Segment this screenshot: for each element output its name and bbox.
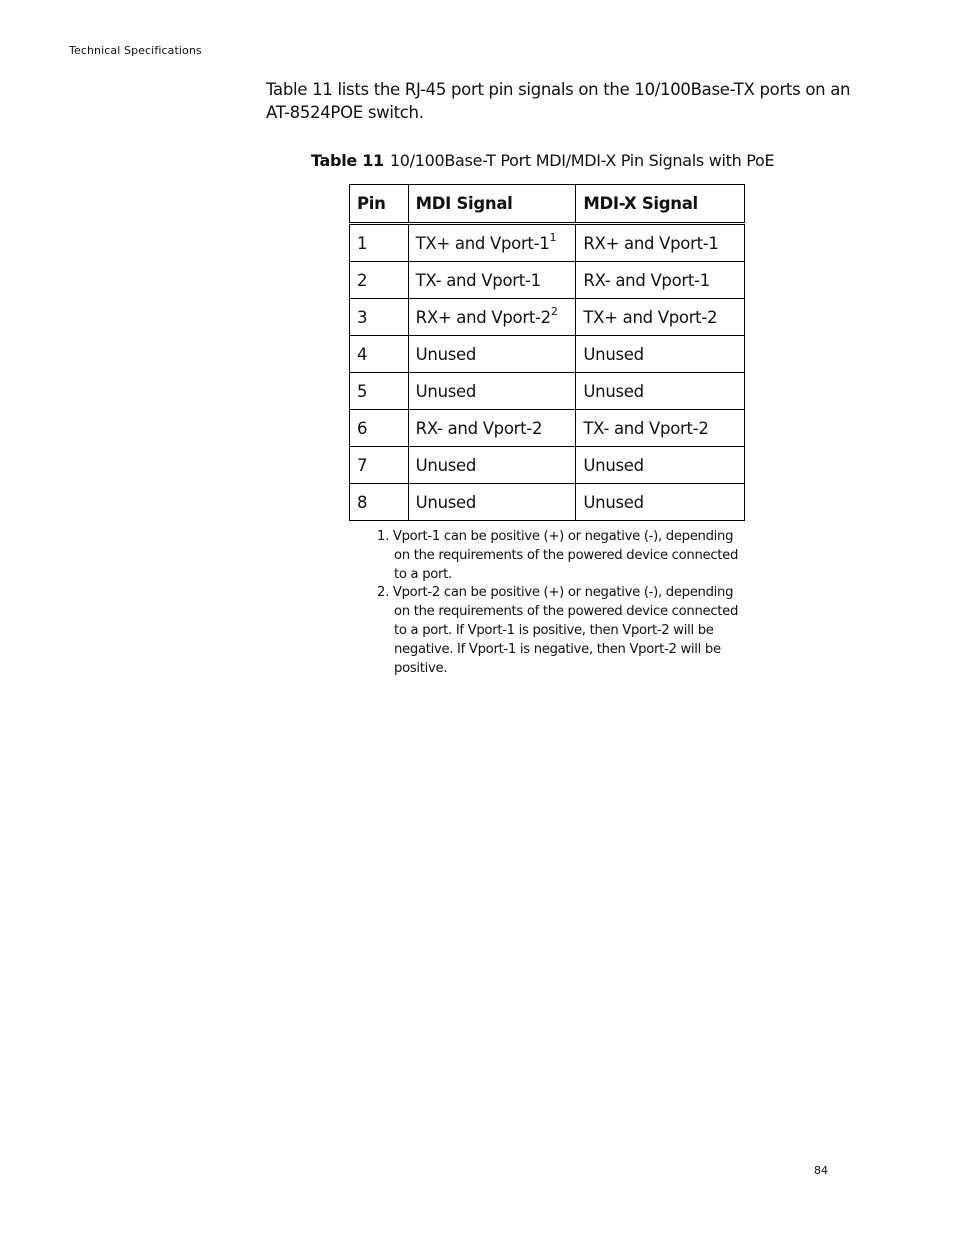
table-row — [350, 336, 745, 373]
page-number: 84 — [814, 1164, 828, 1177]
pin-cell: 3 — [350, 299, 409, 336]
mdix-signal-cell: Unused — [576, 373, 745, 410]
footnote-2: 2. Vport-2 can be positive (+) or negative (-), depending on the requirements of the powered device connected to a port. If Vport-1 is positive, then Vport-2 will be negative. If Vport-1 is negative, then Vport-2 will be positive. — [377, 585, 739, 676]
mdi-signal-cell: Unused — [408, 373, 576, 410]
mdi-signal-cell: Unused — [408, 336, 576, 373]
pin-cell: 8 — [350, 484, 409, 521]
table-caption-title: 10/100Base-T Port MDI/MDI-X Pin Signals with PoE — [389, 151, 775, 170]
table-footnotes — [377, 528, 747, 678]
table-row — [350, 262, 745, 299]
mdix-signal-cell: Unused — [576, 336, 745, 373]
table-caption — [311, 151, 774, 170]
table-row — [350, 299, 745, 336]
mdix-signal-cell: TX+ and Vport-2 — [576, 299, 745, 336]
pin-cell: 1 — [350, 224, 409, 262]
table-row — [350, 447, 745, 484]
mdi-signal-text: RX+ and Vport-2 — [415, 307, 551, 327]
pin-cell: 2 — [350, 262, 409, 299]
mdi-signal-cell — [408, 224, 576, 262]
mdix-signal-cell: Unused — [576, 484, 745, 521]
table-row — [350, 410, 745, 447]
mdi-signal-cell: RX- and Vport-2 — [408, 410, 576, 447]
mdi-signal-cell: TX- and Vport-1 — [408, 262, 576, 299]
mdix-signal-cell: Unused — [576, 447, 745, 484]
footnote-ref: 2 — [550, 304, 558, 318]
mdi-signal-cell — [408, 299, 576, 336]
footnote-ref: 1 — [549, 230, 557, 244]
intro-paragraph: Table 11 lists the RJ-45 port pin signals on the 10/100Base-TX ports on an AT-8524POE switch. — [266, 80, 851, 122]
column-header-pin: Pin — [350, 185, 409, 224]
pin-signal-table — [349, 184, 745, 521]
pin-cell: 4 — [350, 336, 409, 373]
column-header-mdix-signal: MDI-X Signal — [576, 185, 745, 224]
pin-cell: 7 — [350, 447, 409, 484]
column-header-mdi-signal: MDI Signal — [408, 185, 576, 224]
table-caption-label: Table 11 — [311, 151, 384, 170]
table-row — [350, 484, 745, 521]
table-row — [350, 224, 745, 262]
running-header: Technical Specifications — [69, 44, 202, 57]
table-header-row — [350, 185, 745, 224]
mdi-signal-text: TX+ and Vport-1 — [415, 233, 550, 253]
pin-cell: 6 — [350, 410, 409, 447]
table-row — [350, 373, 745, 410]
mdi-signal-cell: Unused — [408, 484, 576, 521]
mdix-signal-cell: RX+ and Vport-1 — [576, 224, 745, 262]
mdi-signal-cell: Unused — [408, 447, 576, 484]
footnote-1: 1. Vport-1 can be positive (+) or negative (-), depending on the requirements of the powered device connected to a port. — [377, 529, 739, 582]
mdix-signal-cell: TX- and Vport-2 — [576, 410, 745, 447]
pin-cell: 5 — [350, 373, 409, 410]
mdix-signal-cell: RX- and Vport-1 — [576, 262, 745, 299]
